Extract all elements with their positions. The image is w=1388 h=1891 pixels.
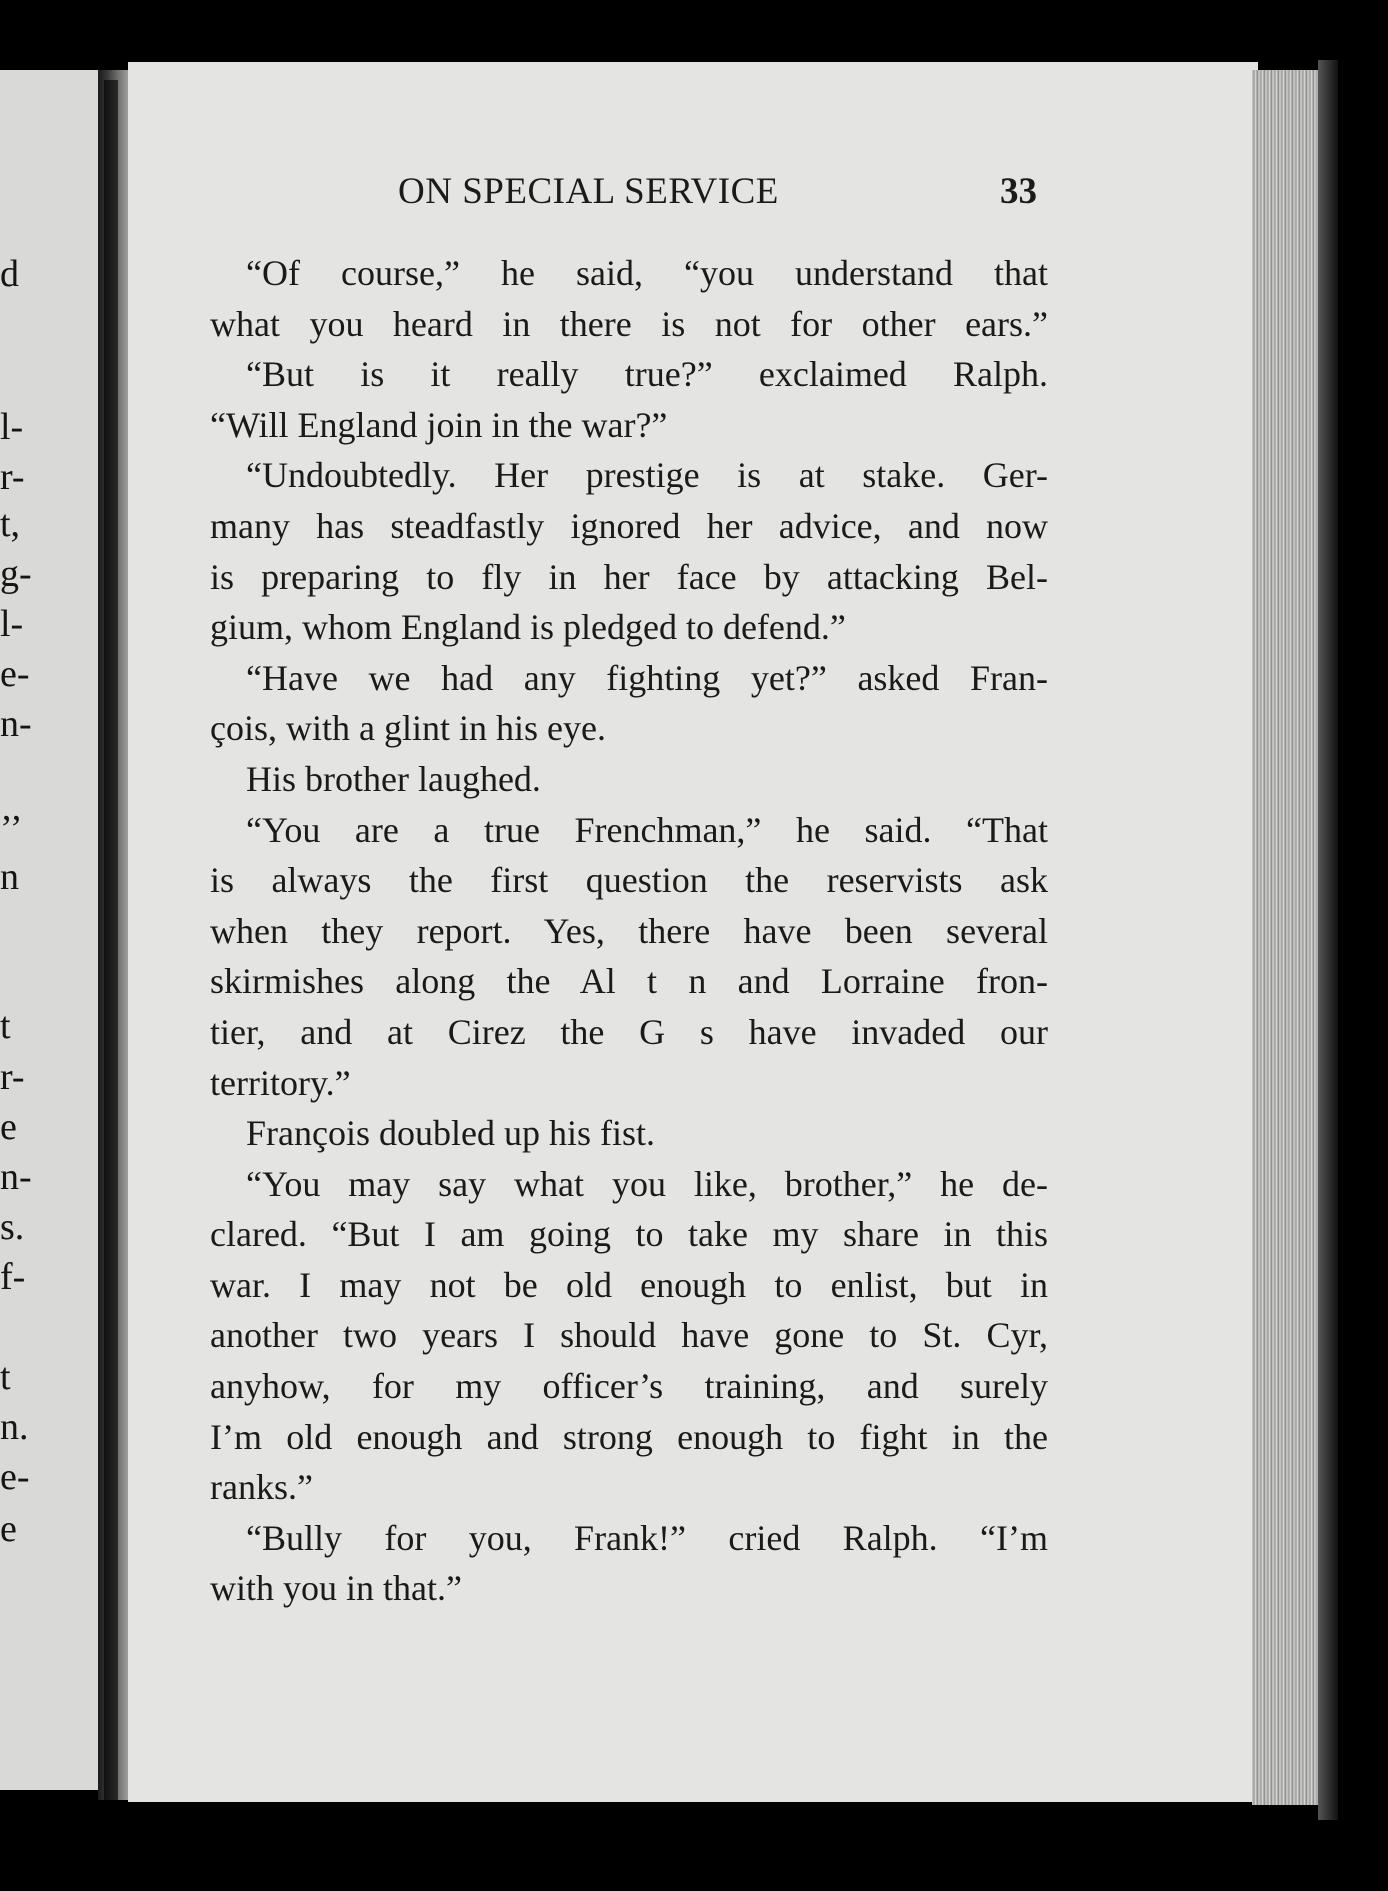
page-edges [1252,70,1318,1805]
facing-page-fragment: g- [0,553,32,595]
facing-page-fragment: f- [0,1256,26,1298]
facing-page-fragment: s. [0,1206,25,1248]
facing-page-fragment: n- [0,703,32,745]
text-line: clared. “But I am going to take my share in this [210,1214,1048,1255]
facing-page-fragment: l- [0,406,24,448]
facing-page-fragment: e [0,1508,17,1550]
running-header: ON SPECIAL SERVICE [398,171,779,212]
facing-page-fragment: l- [0,603,24,645]
spine-shadow [104,80,118,1800]
text-line: territory.” [210,1062,351,1103]
text-line: ranks.” [210,1467,313,1508]
text-line: “You are a true Frenchman,” he said. “That [246,809,1048,850]
text-line: tier, and at Cirez the G s have invaded our [210,1011,1048,1052]
facing-page-fragment: n. [0,1406,29,1448]
facing-page-fragment: d [0,253,19,295]
text-line: “Of course,” he said, “you understand that [246,253,1048,293]
facing-page-fragment: t [0,1356,11,1398]
text-line: çois, with a glint in his eye. [210,708,606,749]
text-line: His brother laughed. [246,758,541,799]
text-line: “Have we had any fighting yet?” asked Fran- [246,657,1048,698]
text-line: “Will England join in the war?” [210,404,668,445]
facing-page-fragment: r- [0,1056,25,1098]
facing-page-fragment: e- [0,653,30,695]
text-line: gium, whom England is pledged to defend.” [210,607,846,648]
text-line: war. I may not be old enough to enlist, but in [210,1264,1048,1305]
text-line: “Bully for you, Frank!” cried Ralph. “I’m [246,1517,1048,1558]
facing-page-fragment: e [0,1106,17,1148]
text-line: “Undoubtedly. Her prestige is at stake. Ger- [246,455,1048,496]
facing-page-fragment: t, [0,503,21,545]
text-line: skirmishes along the Al t n and Lorraine fron- [210,961,1048,1002]
text-line: François doubled up his fist. [246,1113,655,1154]
page-number: 33 [1000,171,1037,212]
facing-page-fragment: n [0,856,19,898]
facing-page-fragment: t [0,1005,11,1047]
page-edge-shadow [1318,60,1338,1820]
text-line: is preparing to fly in her face by attacking Bel- [210,556,1048,597]
body-text [210,248,1048,1614]
text-line: I’m old enough and strong enough to fight in the [210,1416,1048,1457]
text-line: is always the first question the reservists ask [210,860,1048,901]
text-line: many has steadfastly ignored her advice, and now [210,505,1048,546]
text-line: “You may say what you like, brother,” he de- [246,1163,1048,1204]
text-line: what you heard in there is not for other ears.” [210,303,1048,344]
facing-page-fragment: ’’ [0,808,23,850]
text-line: when they report. Yes, there have been several [210,910,1048,951]
facing-page-fragment: n- [0,1156,32,1198]
text-line: “But is it really true?” exclaimed Ralph. [246,354,1048,395]
facing-page-edge [0,70,98,1790]
text-line: with you in that.” [210,1568,462,1609]
text-line: anyhow, for my officer’s training, and surely [210,1366,1048,1407]
facing-page-fragment: e- [0,1456,30,1498]
text-line: another two years I should have gone to St. Cyr, [210,1315,1048,1356]
facing-page-fragment: r- [0,456,25,498]
